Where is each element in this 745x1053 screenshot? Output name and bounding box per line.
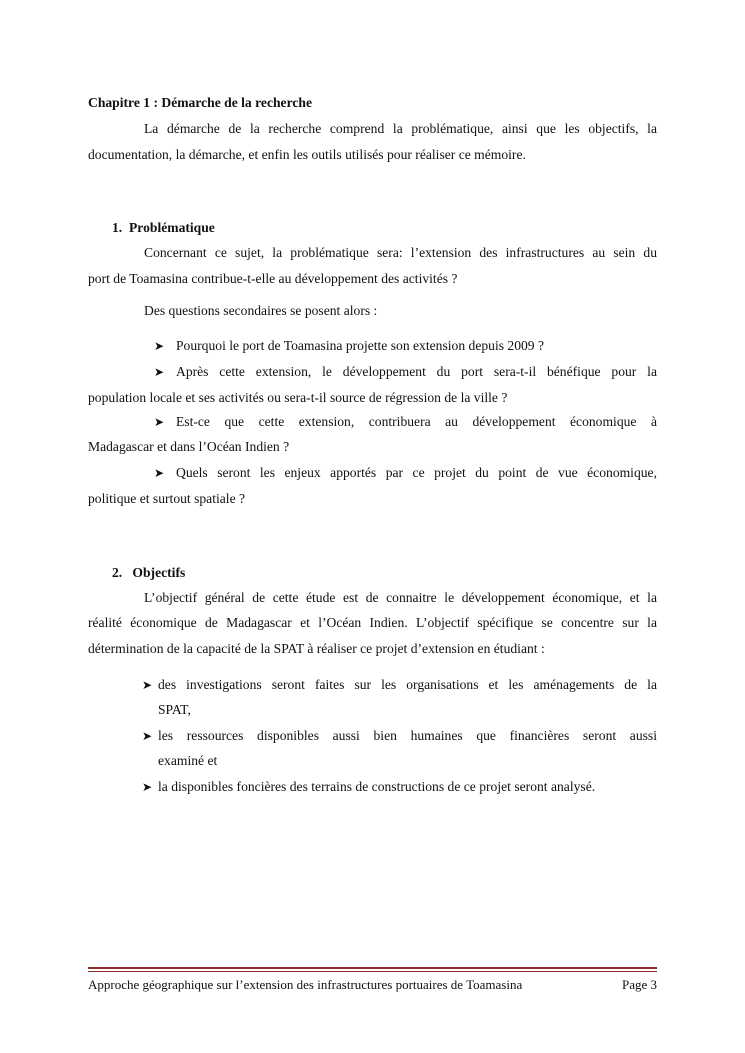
section1-number: 1. <box>112 220 123 235</box>
section2-p1-line2: réalité économique de Madagascar et l’Océan Indien. L’objectif spécifique se concentre sur la <box>88 615 657 630</box>
question-2-text-line1: Après cette extension, le développement du port sera-t-il bénéfique pour la <box>176 364 657 379</box>
section2-p1-line3: détermination de la capacité de la SPAT à réaliser ce projet d’extension en étudiant : <box>88 641 545 656</box>
page-footer <box>88 976 657 994</box>
arrow-bullet-icon: ➤ <box>154 466 165 480</box>
section1-title: Problématique <box>129 220 215 235</box>
question-1-text: Pourquoi le port de Toamasina projette son extension depuis 2009 ? <box>176 338 545 353</box>
objective-bullet-2-line1 <box>142 727 657 745</box>
arrow-bullet-icon: ➤ <box>154 415 165 429</box>
page-number: Page 3 <box>621 977 657 992</box>
question-4-line2: politique et surtout spatiale ? <box>88 491 246 506</box>
question-3-line2: Madagascar et dans l’Océan Indien ? <box>88 439 290 454</box>
section1-heading <box>112 219 215 237</box>
objective-bullet-2-text: les ressources disponibles aussi bien humaines que financières seront aussi <box>158 728 657 743</box>
section1-p2: Des questions secondaires se posent alors : <box>144 303 378 318</box>
section2-heading <box>112 564 185 582</box>
arrow-bullet-icon: ➤ <box>142 729 153 743</box>
objective-bullet-1-text: des investigations seront faites sur les organisations et les aménagements de la <box>158 677 657 692</box>
footer-title: Approche géographique sur l’extension des infrastructures portuaires de Toamasina <box>88 977 523 992</box>
section1-p1-line1: Concernant ce sujet, la problématique sera: l’extension des infrastructures au sein du <box>144 245 657 260</box>
chapter-intro-line1: La démarche de la recherche comprend la problématique, ainsi que les objectifs, la <box>144 121 657 136</box>
footer-rule-thin <box>88 971 657 972</box>
arrow-bullet-icon: ➤ <box>142 780 153 794</box>
objective-bullet-3 <box>142 778 595 796</box>
question-4-text-line1: Quels seront les enjeux apportés par ce projet du point de vue économique, <box>176 465 657 480</box>
question-2-line2: population locale et ses activités ou sera-t-il source de régression de la ville ? <box>88 390 508 405</box>
arrow-bullet-icon: ➤ <box>142 678 153 692</box>
question-4-line1 <box>154 464 657 482</box>
section2-number: 2. <box>112 565 123 580</box>
objective-bullet-1-line2: SPAT, <box>158 702 191 717</box>
question-2-line1 <box>154 363 657 381</box>
footer-rule-thick <box>88 967 657 969</box>
section2-title: Objectifs <box>132 565 186 580</box>
question-3-line1 <box>154 413 657 431</box>
arrow-bullet-icon: ➤ <box>154 339 165 353</box>
objective-bullet-3-text: la disponibles foncières des terrains de constructions de ce projet seront analysé. <box>158 779 596 794</box>
chapter-title: Chapitre 1 : Démarche de la recherche <box>88 95 312 110</box>
chapter-intro-line2: documentation, la démarche, et enfin les outils utilisés pour réaliser ce mémoire. <box>88 147 526 162</box>
objective-bullet-2-line2: examiné et <box>158 753 218 768</box>
section2-p1-line1: L’objectif général de cette étude est de connaitre le développement économique, et la <box>144 590 657 605</box>
question-3-text-line1: Est-ce que cette extension, contribuera au développement économique à <box>176 414 657 429</box>
section1-p1-line2: port de Toamasina contribue-t-elle au développement des activités ? <box>88 271 458 286</box>
objective-bullet-1-line1 <box>142 676 657 694</box>
arrow-bullet-icon: ➤ <box>154 365 165 379</box>
question-1 <box>154 337 544 355</box>
